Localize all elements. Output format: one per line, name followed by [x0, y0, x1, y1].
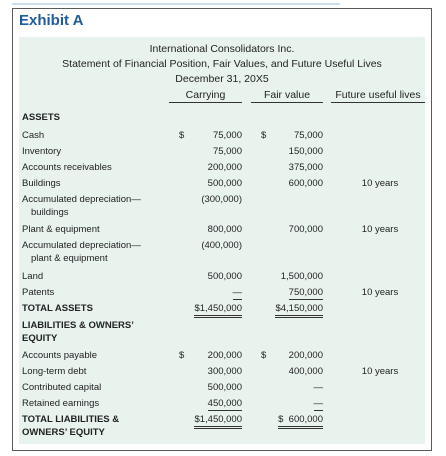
fair-value: —: [313, 398, 323, 409]
carrying-value: 450,000: [207, 398, 242, 409]
row-label-continued: OWNERS’ EQUITY: [22, 427, 105, 438]
fair-value: $ 200,000: [261, 350, 323, 361]
useful-life: 10 years: [361, 366, 399, 377]
carrying-value: $ 75,000: [179, 130, 242, 141]
row-label: Accounts receivables: [22, 162, 112, 173]
carrying-value: 75,000: [212, 146, 242, 157]
carrying-value: (300,000): [201, 194, 242, 205]
carrying-total: $1,450,000: [169, 413, 242, 429]
carrying-value: 500,000: [207, 178, 242, 189]
row-label: Retained earnings: [22, 398, 100, 409]
fair-value: 600,000: [288, 178, 323, 189]
row-label: Accumulated depreciation—: [22, 194, 141, 205]
row-label: Buildings: [22, 178, 61, 189]
fair-value: 700,000: [288, 224, 323, 235]
carrying-value: (400,000): [201, 240, 242, 251]
row-label: LIABILITIES & OWNERS’: [22, 320, 134, 331]
row-label: Accumulated depreciation—: [22, 240, 141, 251]
row-label: Accounts payable: [22, 350, 97, 361]
carrying-value: 300,000: [207, 366, 242, 377]
carrying-value: 500,000: [207, 271, 242, 282]
carrying-value: 200,000: [207, 162, 242, 173]
column-header-carrying: Carrying: [169, 89, 242, 103]
carrying-value: 500,000: [207, 382, 242, 393]
top-accent-rule: [12, 3, 340, 5]
column-header-fair-value: Fair value: [251, 89, 323, 103]
row-label: Inventory: [22, 146, 62, 157]
fair-value: 1,500,000: [280, 271, 323, 282]
exhibit-title: Exhibit A: [19, 12, 84, 29]
row-label: Patents: [22, 287, 55, 298]
fair-value: —: [313, 382, 323, 393]
row-label-continued: EQUITY: [22, 333, 58, 344]
carrying-value: —: [232, 287, 242, 298]
row-label: Long-term debt: [22, 366, 87, 377]
fair-value: $ 75,000: [261, 130, 323, 141]
useful-life: 10 years: [361, 178, 399, 189]
row-label: TOTAL LIABILITIES &: [22, 414, 120, 425]
fair-total: $ 600,000: [251, 413, 323, 429]
statement-title: Statement of Financial Position, Fair Values, and Future Useful Lives: [62, 58, 382, 70]
row-label: Contributed capital: [22, 382, 102, 393]
useful-life: 10 years: [361, 224, 399, 235]
row-label: TOTAL ASSETS: [22, 303, 93, 314]
fair-value: 400,000: [288, 366, 323, 377]
company-name: International Consolidators Inc.: [149, 43, 295, 55]
statement-date: December 31, 20X5: [175, 73, 269, 85]
carrying-value: $ 200,000: [179, 350, 242, 361]
fair-value: 750,000: [288, 287, 323, 298]
carrying-value: 800,000: [207, 224, 242, 235]
fair-value: 150,000: [288, 146, 323, 157]
row-label: Cash: [22, 130, 45, 141]
row-label: Land: [22, 271, 44, 282]
column-header-useful-lives: Future useful lives: [331, 89, 425, 103]
row-label-continued: plant & equipment: [31, 253, 108, 264]
fair-value: 375,000: [288, 162, 323, 173]
carrying-total: $1,450,000: [169, 302, 242, 318]
statement-panel: [19, 37, 425, 444]
row-label: Plant & equipment: [22, 224, 100, 235]
exhibit-frame: [12, 8, 432, 451]
fair-total: $4,150,000: [251, 302, 323, 318]
row-label-continued: buildings: [31, 207, 69, 218]
useful-life: 10 years: [361, 287, 399, 298]
section-label: ASSETS: [22, 112, 61, 123]
